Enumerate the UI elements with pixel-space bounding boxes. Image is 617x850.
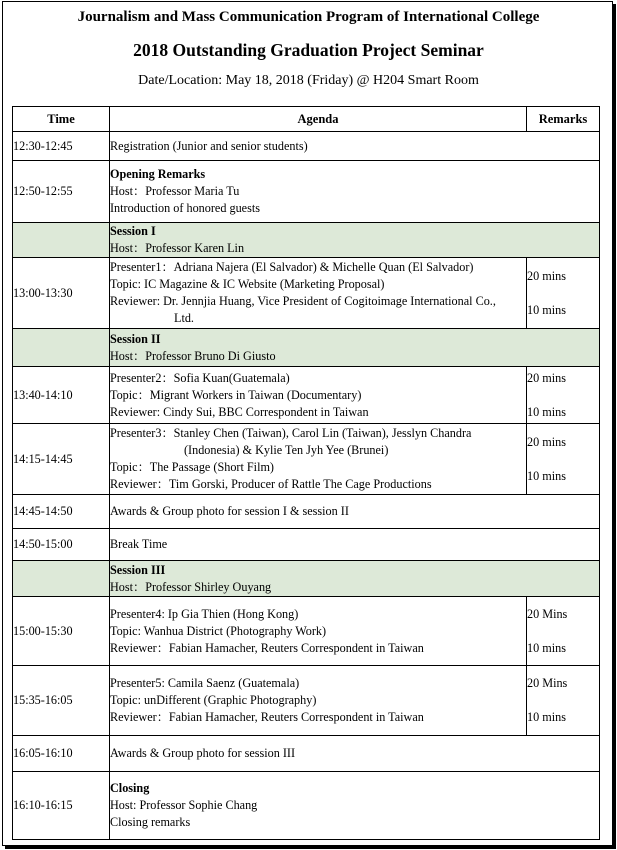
remarks-cell [527, 258, 600, 329]
agenda-cell [110, 772, 600, 840]
presenter-line: Presenter1：Adriana Najera (El Salvador) & Michelle Quan (El Salvador) [110, 260, 474, 274]
seminar-title: 2018 Outstanding Graduation Project Seminar [133, 40, 484, 60]
agenda-line: Break Time [110, 537, 168, 551]
agenda-cell [110, 223, 600, 258]
table-row [13, 161, 600, 223]
presentation-duration: 20 mins [527, 370, 566, 385]
agenda-cell [110, 529, 600, 561]
table-row [13, 424, 600, 495]
presentation-duration: 20 mins [527, 268, 566, 283]
presenter-line-cont: (Indonesia) & Kylie Ten Jyh Yee (Brunei) [184, 443, 389, 457]
time-cell: 14:50-15:00 [13, 529, 110, 561]
presenter-line: Presenter2：Sofia Kuan(Guatemala) [110, 370, 290, 385]
session-row [13, 223, 600, 258]
agenda-cell [110, 495, 600, 529]
reviewer-line: Reviewer：Tim Gorski, Producer of Rattle The Cage Productions [110, 477, 432, 491]
time-cell: 12:30-12:45 [13, 132, 110, 161]
agenda-cell [110, 258, 527, 329]
time-cell: 13:40-14:10 [13, 367, 110, 424]
table-row [13, 666, 600, 736]
topic-line: Topic：The Passage (Short Film) [110, 460, 274, 474]
program-title: Journalism and Mass Communication Program of International College [77, 9, 540, 25]
presenter-line: Presenter5: Camila Saenz (Guatemala) [110, 676, 300, 690]
agenda-cell [110, 367, 527, 424]
topic-line: Topic：Migrant Workers in Taiwan (Documentary) [110, 387, 362, 402]
table-row [13, 772, 600, 840]
session-host: Host：Professor Karen Lin [110, 241, 245, 255]
time-column-header: Time [13, 107, 110, 132]
review-duration: 10 mins [527, 640, 566, 655]
table-row [13, 258, 600, 329]
agenda-line: Registration (Junior and senior students) [110, 138, 308, 153]
remarks-cell [527, 367, 600, 424]
agenda-cell [110, 666, 527, 736]
reviewer-line-cont: Ltd. [174, 311, 194, 325]
table-row [13, 736, 600, 772]
presenter-line: Presenter3：Stanley Chen (Taiwan), Carol Lin (Taiwan), Jesslyn Chandra [110, 426, 472, 440]
session-row [13, 329, 600, 367]
session-row [13, 561, 600, 597]
session-title: Session III [110, 562, 166, 577]
time-cell: 16:10-16:15 [13, 772, 110, 840]
time-cell [13, 561, 110, 597]
table-row [13, 132, 600, 161]
remarks-cell [527, 597, 600, 666]
agenda-line: Host：Professor Maria Tu [110, 184, 240, 198]
opening-remarks-title: Opening Remarks [110, 167, 206, 181]
table-header-row [13, 107, 600, 132]
time-cell: 16:05-16:10 [13, 736, 110, 772]
closing-title: Closing [110, 781, 150, 795]
session-title: Session I [110, 224, 156, 238]
time-cell: 14:15-14:45 [13, 424, 110, 495]
presentation-duration: 20 Mins [527, 606, 568, 621]
date-location: Date/Location: May 18, 2018 (Friday) @ H204 Smart Room [138, 73, 479, 88]
presentation-duration: 20 Mins [527, 676, 568, 690]
agenda-cell [110, 329, 600, 367]
topic-line: Topic: IC Magazine & IC Website (Marketing Proposal) [110, 277, 385, 291]
agenda-cell [110, 736, 600, 772]
table-row [13, 597, 600, 666]
session-host: Host：Professor Bruno Di Giusto [110, 348, 276, 363]
reviewer-line: Reviewer：Fabian Hamacher, Reuters Correspondent in Taiwan [110, 640, 424, 655]
review-duration: 10 mins [527, 710, 566, 724]
time-cell: 13:00-13:30 [13, 258, 110, 329]
agenda-line: Closing remarks [110, 815, 191, 829]
agenda-line: Introduction of honored guests [110, 201, 260, 215]
time-cell [13, 223, 110, 258]
reviewer-line: Reviewer：Fabian Hamacher, Reuters Correspondent in Taiwan [110, 710, 424, 724]
time-cell: 15:35-16:05 [13, 666, 110, 736]
time-cell: 15:00-15:30 [13, 597, 110, 666]
agenda-line: Host: Professor Sophie Chang [110, 798, 258, 812]
table-row [13, 495, 600, 529]
table-row [13, 529, 600, 561]
time-cell: 14:45-14:50 [13, 495, 110, 529]
agenda-cell [110, 132, 600, 161]
agenda-cell [110, 561, 600, 597]
review-duration: 10 mins [527, 404, 566, 419]
reviewer-line: Reviewer: Dr. Jennjia Huang, Vice President of Cogitoimage International Co., [110, 294, 496, 308]
session-host: Host：Professor Shirley Ouyang [110, 579, 272, 594]
review-duration: 10 mins [527, 468, 566, 483]
topic-line: Topic: unDifferent (Graphic Photography) [110, 693, 317, 707]
time-cell: 12:50-12:55 [13, 161, 110, 223]
agenda-line: Awards & Group photo for session III [110, 746, 296, 760]
remarks-cell [527, 424, 600, 495]
agenda-cell [110, 424, 527, 495]
reviewer-line: Reviewer: Cindy Sui, BBC Correspondent in Taiwan [110, 404, 369, 419]
session-title: Session II [110, 331, 161, 346]
presentation-duration: 20 mins [527, 434, 566, 449]
agenda-cell [110, 161, 600, 223]
review-duration: 10 mins [527, 302, 566, 317]
agenda-table [12, 106, 600, 840]
presenter-line: Presenter4: Ip Gia Thien (Hong Kong) [110, 606, 299, 621]
table-row [13, 367, 600, 424]
agenda-line: Awards & Group photo for session I & session II [110, 504, 349, 518]
remarks-cell [527, 666, 600, 736]
topic-line: Topic: Wanhua District (Photography Work) [110, 623, 327, 638]
agenda-column-header: Agenda [110, 107, 527, 132]
time-cell [13, 329, 110, 367]
agenda-cell [110, 597, 527, 666]
remarks-column-header: Remarks [527, 107, 600, 132]
